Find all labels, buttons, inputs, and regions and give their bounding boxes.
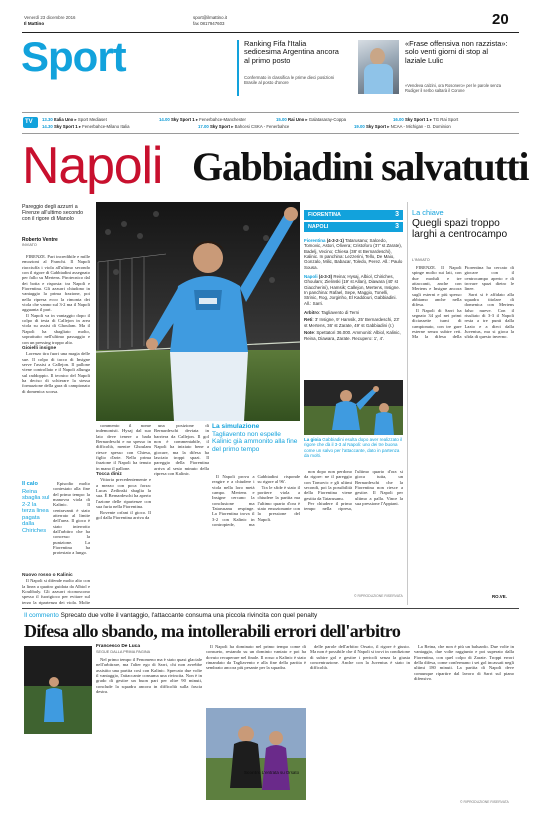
gabbiadini-photo — [304, 380, 403, 435]
comment-mid-photo — [206, 708, 306, 800]
paragraph: Episodio molto contestato alla fine del primo tempo: la manovra viola di Kalinic. Il centravanti è stato atterrato al limite dell'area. Il gioco è stato interrotto dall'arbitro che ha concesso la punizione. La Fiorentina ha protestato a lungo. — [53, 481, 90, 556]
comment-kicker-text: Sprecato due volte il vantaggio, l'attaccante consuma una piccola rivincita con quel penalty — [60, 612, 318, 619]
lineup2-scheme: (4-3-3) — [318, 274, 333, 280]
page-number: 20 — [492, 11, 509, 28]
paragraph: FIRENZE. Pari incredibile e mille emozioni al Franchi. Il Napoli riacciuffa i viola all'ultimo secondo con il rigore di Gabbiadini assegnato per fallo su Mertens. Pirotecnico dal dei botta e risposta: tra Napoli e Fiorentina. Gli azzurri chiudono in vantaggio la prima frazione, poi nella ripresa ecco la rimonta dei viola che vanno sul 3-2 ma il Napoli agguanta il pari. — [22, 254, 90, 313]
section-title: Sport — [21, 33, 126, 80]
scorecard-details: Fiorentina (4-3-2-1) Tatarusanu; Salcedo, Tomovic, Astori, Olivera; Cristoforo (37' st Zarate), Badelj, Vecino; Chiesa (38' st Bernardeschi), Kalinic. In panchina: Lezzerini, Tello, De Maio, Gonzalo, Milic, Babacar, Toledo, Perez. All.: Paulo Sousa. Napoli (4-3-3) Reina; Hysaj, Albiol, Chiriches, Ghoulam; Zielinski (19' st Allan), Diawara (40' st Giaccherini), Hamsik; Callejon, Mertens, Insigne. In panchina: Rafael, Sepe, Maggio, Tonelli, Strinic, Rog, Jorginho, El Kaddouri, Gabbiadini. All.: Sarri. Arbitro: Tagliavento di Terni Reti: 3' Insigne, 9' Hamsik, 25' Bernardeschi, 23' st Mertens, 36' st Zarate, 49' st Gabbiadini (r.) Note: Spettatori 36.000. Ammoniti: Albiol, Kalinic, Reina, Diawara, Zarate. Recupero: 1', 4'. — [304, 238, 403, 341]
col3-signature: © RIPRODUZIONE RISERVATA — [354, 594, 403, 598]
tv-row-2 — [42, 124, 512, 130]
score-bar-fiorentina — [304, 210, 403, 220]
lead-body-col1 — [22, 254, 90, 479]
gabbiadini-celebration — [304, 380, 403, 435]
lead-photo — [96, 202, 300, 421]
photo-caption-text: Tagliavento non espelle Kalinic già ammonito alla fine del primo tempo — [212, 430, 298, 453]
teaser-ranking-title: Ranking Fifa l'Italia sedicesima Argentina ancora al primo posto — [244, 39, 339, 65]
callout-title: Il calo — [22, 481, 38, 487]
goals: 3' Insigne, 9' Hamsik, 25' Bernardeschi, 23' st Mertens, 36' st Zarate, 49' st Gabbiadini (r.) — [304, 317, 400, 328]
lead-body-col1c — [22, 572, 90, 605]
goals-label: Reti — [304, 317, 313, 323]
paragraph: Nel primo tempo il Fenomeno ma è stato quasi glaciale nell'arbitrare, ma l'alter ego di Sarri, chi non avrebbe assistito una partita così con Kalinic. Sprecato due volte il vantaggio, l'attaccante consuma una rivincita. Non è in grado di gestire un buon pari per oltre 90 minuti, conclude la squadra ancora in difficoltà sulla fascia destra. — [96, 657, 202, 695]
lead-body-col1b — [53, 481, 90, 571]
paragraph: Il Napoli di Sarri ha segnato 34 gol nei primi diciassette turni di campionato, con tre gare esterne senza subire reti. Ma la difesa della Fiorentina ha cercato di giocare con il centrocampo aperto e di trovare spazi dietro le linee. — [412, 265, 514, 340]
referee-label: Arbitro — [304, 310, 319, 316]
comment-left-photo — [24, 646, 92, 734]
scorecard-caption-text: Gabbiadini esulta dopo aver realizzato il rigore che dà il 3-3 al Napoli: uno dei tre buona come un salvo per l'attaccante, dato in partenza da molti. — [304, 437, 403, 458]
paragraph: Rovente orfani il gioco. Il gol dalla Fiorentina arriva da — [96, 509, 151, 520]
comment-col1 — [96, 657, 202, 797]
paper-name: Il Mattino — [24, 21, 45, 26]
tv-listing: 16.00 Sky Sport 1 ▸ TG Rai Sport — [393, 117, 459, 122]
tv-listing: 17.00 Sky Sport ▸ Bahcesi CSKA - Fenerbahce — [198, 124, 290, 129]
issue-date: Venerdì 23 dicembre 2016 — [24, 15, 76, 20]
comment-photo-caption-text: L'entrata su Orsato — [261, 770, 300, 775]
notes: Spettatori 36.000. Ammoniti: Albiol, Kalinic, Reina, Diawara, Zarate. Recupero: 1', 4'. — [304, 330, 401, 341]
lineup1-scheme: (4-3-2-1) — [326, 238, 344, 243]
paragraph: una posizione di Bernardeschi deviata in barriera da Callejon. Il gol non è commentabile, il Napoli ha iniziato bene a giocare, ma la difesa ha lasciato troppi spazi. Il pareggio della Fiorentina arriva al sesto minuto della ripresa con Kalinic. — [154, 423, 209, 477]
comment-signature: © RIPRODUZIONE RISERVATA — [460, 800, 509, 804]
paragraph: Il Napoli si difende molto alto con la linea a quattro guidata da Albiol e Koulibaly. Gli azzurri riconoscono spesso il fuorigioco per evitare sul terzo la ripartenza dei viola. Molte — [22, 578, 90, 605]
key-kicker: La chiave — [412, 208, 444, 217]
key-place: L'INVIATO — [412, 258, 430, 262]
scorecard-caption-title: La gioia — [304, 437, 322, 442]
photo-caption-box — [212, 423, 300, 471]
tv-listing: 19.00 Sky Sport ▸ NCAA - Michigan - D. Dominion — [354, 124, 451, 129]
tv-listing: 15.00 Rai Uno ▸ Galatasaray-Coppa — [276, 117, 347, 122]
key-headline: Quegli spazi troppo larghi a centrocampo — [412, 218, 508, 241]
comment-col3 — [310, 644, 410, 799]
paragraph: commento il nome indemonisti. Hysaj dal suo lato deve tenere a bada Bernardeschi e no spesso in difficoltà, mentre Ghoulam riesce spesso con Chiesa, figlio d'arte. Nella prima frazione il Napoli ha tenuto in mano il pallone. — [96, 423, 151, 471]
score-bar-napoli — [304, 222, 403, 232]
team1-score: 3 — [395, 211, 399, 218]
paragraph: Il Napoli prova a reagire e a chiudere i viola nella loro metà campo. Mertens e Insigne cercano la conclusione ma Tatarusanu respinge. La Fiorentina trova il 3-2 con Kalinic in contropiede, ma Gabbiadini risponde su rigore al 96'. — [212, 474, 300, 528]
paragraph: FIRENZE. Il Napoli spinge molto sui lati, con due moduli e tre attaccanti, anche con Mertens e Insigne ancora sugli esterni e più spesso abbiamo anche nella difesa. — [412, 265, 462, 308]
subhead: Tocca diniz — [96, 472, 122, 478]
scorecard-caption — [304, 437, 403, 458]
paragraph: Il Napoli va in vantaggio dopo il colpo di testa di Callejon in area viola su assist di Ghoulam. Ma il Napoli ha sbagliato molto, soprattutto nell'ultimo passaggio e con un pressing troppo alto. — [22, 312, 90, 345]
comment-headline: Difesa allo sbando, ma intollerabili errori dell'arbitro — [24, 621, 401, 641]
tv-row-1 — [42, 117, 512, 123]
comment-col4 — [414, 644, 514, 796]
team1-name: FIORENTINA — [308, 212, 341, 218]
teaser-lulic-text: «Vendeva calzini, ora Rosonero» per le parole senza Rudiger il serbo saltarà il Corone — [405, 83, 502, 93]
key-body — [412, 265, 514, 595]
comment-kicker-line — [24, 612, 519, 619]
contact-email: sport@ilmattino.it — [193, 15, 227, 20]
contact-fax: fax 0817947603 — [193, 21, 225, 26]
referee: Tagliavento di Terni — [321, 310, 360, 316]
player-thumbnail — [358, 40, 399, 94]
subhead: Nuovo rosso o Kalinic — [22, 573, 73, 578]
paragraph: Sarri si è affidato alla squadra titolare di domenica con Mertens falso nueve. Con il risultato di 3-3 il Napoli resta a tre punti dalla Lazio e a dieci dalla Juventus, ma si gioca la sfida di questo inverno. — [464, 291, 514, 340]
lineup1-title: Fiorentina — [304, 238, 326, 243]
teaser-divider — [237, 40, 239, 96]
lead-headline: Gabbiadini salvatutti — [192, 144, 529, 189]
lead-kicker: Napoli — [22, 137, 163, 195]
lineup2-title: Napoli — [304, 274, 318, 280]
stadium-scene — [24, 646, 92, 734]
comment-photo-caption — [244, 770, 306, 775]
tv-badge — [23, 117, 38, 128]
napoli-celebration-photo — [96, 202, 300, 421]
lineup2: Reina; Hysaj, Albiol, Chiriches, Ghoulam; Zielinski (19' st Allan), Diawara (40' st Giaccherini), Hamsik; Callejon, Mertens, Insigne. In panchina: Rafael, Sepe, Maggio, Tonelli, Strinic, Rog, Jorginho, El Kaddouri, Gabbiadini. All.: Sarri. — [304, 274, 400, 306]
paragraph: delle parole dell'arbitro Orsato, il rigore è giusto. Ma non è possibile che il Napoli si trovi in condizione di subire gol e gestire i pericoli senza la giusta concentrazione. Anche con la Juventus è stato in difficoltà. — [310, 644, 410, 671]
team2-name: NAPOLI — [308, 224, 329, 230]
paragraph: Lorenzo tira fuori una magia delle sue. Il colpo di tacco di Insigne serve l'assist a Callejon. Il pallone viene controllato e il Napoli allunga sul raddoppio. Il tecnico del Napoli ha deciso di schierare la stessa formazione della gara di campionato di domenica scorsa. — [22, 351, 90, 394]
teaser-lulic-title: «Frase offensiva non razzista»: solo venti giorni di stop al laziale Lulic — [405, 39, 508, 65]
callout-box — [22, 481, 50, 571]
paragraph: non dopo non perdono da rigore: ne il pareggio con Tomovic e gli ultimi secondi, poi la possibilità della Fiorentina viene gestita da Tatarusanu. — [304, 469, 352, 501]
teaser-ranking-text: Confermato in classifica le prime dieci posizioni Brasile al posto d'onore — [244, 75, 335, 86]
callout-text: Reina sbaglia sul 2-2 la terza linea pagata dalla Chiriches — [22, 488, 50, 535]
photo-caption-title: La simulazione — [212, 423, 260, 430]
comment-kicker: Il commento — [24, 612, 59, 619]
paragraph: Per chiudere il primo tempo nella ripresa, l'ultimo quarto d'ora si gioca tutta, un Bernardeschi che la Fiorentina non riesce a gestire. Il Napoli per ultimo a palla. Vince la sua pressione l'Appiani. — [304, 469, 403, 512]
notes-label: Note — [304, 330, 314, 336]
paragraph: Tra le sfide è stato il portiere viola a chiudere la partita ma l'ultimo quarto d'ora è stato emozionante con la pressione del Napoli. — [257, 484, 300, 522]
comment-author: Francesco De Luca — [96, 644, 140, 649]
paragraph: La Reina, che non è più un baluardo. Due volte in vantaggio, due volte raggiunto e poi superato dalla Fiorentina, con quel colpo di Zarate. Troppi errori della difesa, come confermano i sei gol incassati negli ultimi 180 minuti. La partita di Napoli deve comunque ripartire dal lavoro di Sarri sul piano difensivo. — [414, 644, 514, 682]
tv-listing: 14.00 Sky Sport 1 ▸ Fenerbahce-Manchester — [159, 117, 246, 122]
team2-score: 3 — [395, 223, 399, 230]
comment-author-role: SEGUE DALLA PRIMA PAGINA — [96, 650, 151, 654]
lineup1: Tatarusanu; Salcedo, Tomovic, Astori, Olivera; Cristoforo (37' st Zarate), Badelj, Vecino; Chiesa (38' st Bernardeschi), Kalinic. In panchina: Lezzerini, Tello, De Maio, Gonzalo, Milic, Babacar, Toledo, Perez. All.: Paulo Sousa. — [304, 238, 403, 270]
paragraph: Il Napoli ha dominato nel primo tempo come di consueto, restando su un dominio vantato e poi ha dovuto recuperare nel finale. Il rosso a Kalinic è stato rimandato da Tagliavento e alla fine della partita è sembrato ancora più pesante per la squadra. — [206, 644, 306, 671]
comment-photo-caption-title: Scontro — [244, 770, 261, 775]
lead-author-place: INVIATO — [22, 243, 37, 247]
lead-body-col2 — [96, 423, 151, 603]
lead-summary: Pareggio degli azzurri a Firenze all'ultimo secondo con il rigore di Manolo — [22, 204, 84, 223]
tv-listing: 13.30 Italia Uno ▸ Sport Mediaset — [42, 117, 107, 122]
subhead: Gioielli insigne — [22, 345, 57, 351]
tv-badge-label: TV — [25, 119, 33, 125]
key-signature: RO.VE. — [492, 594, 507, 599]
lead-body-col4 — [212, 474, 300, 603]
paragraph: Vittoria precedentemente e a mezzo con poca forza: Lucas Zeilinski sbaglia la sua. È Bernardeschi ha aperto l'azione delle ripartenze con sua furia nella Fiorentina. — [96, 477, 151, 510]
scontro-photo — [206, 708, 306, 800]
lead-author: Roberto Ventre — [22, 237, 58, 243]
col3-body — [304, 469, 403, 589]
tv-listing: 14.30 Sky Sport 1 ▸ Fenerbahce-Milano Italia — [42, 124, 130, 129]
lead-body-col3 — [154, 423, 209, 603]
